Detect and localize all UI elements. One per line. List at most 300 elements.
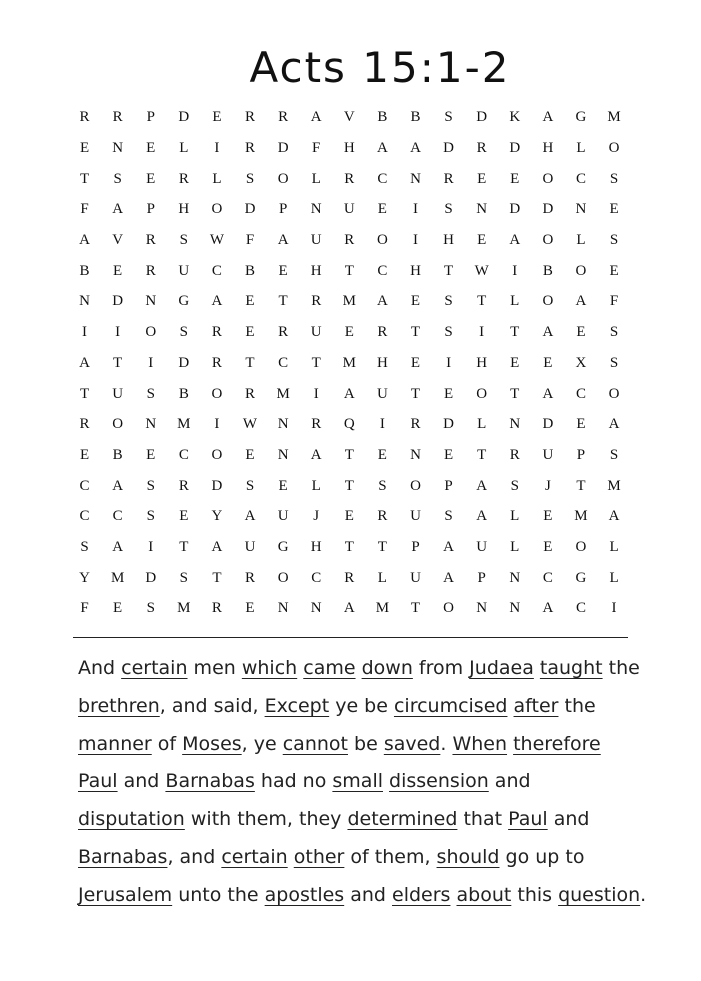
grid-letter[interactable]: M bbox=[276, 385, 290, 402]
grid-letter[interactable]: T bbox=[477, 293, 487, 310]
grid-letter[interactable]: V bbox=[343, 109, 355, 126]
grid-letter[interactable]: E bbox=[443, 385, 454, 402]
grid-letter[interactable]: N bbox=[509, 416, 521, 433]
grid-letter[interactable]: E bbox=[278, 262, 288, 279]
grid-letter[interactable]: A bbox=[211, 538, 223, 555]
grid-letter[interactable]: A bbox=[410, 140, 421, 157]
grid-letter[interactable]: C bbox=[79, 477, 90, 494]
grid-letter[interactable]: E bbox=[576, 416, 586, 433]
grid-letter[interactable]: T bbox=[443, 262, 454, 279]
grid-letter[interactable]: R bbox=[245, 569, 256, 586]
grid-letter[interactable]: O bbox=[575, 262, 587, 279]
grid-letter[interactable]: R bbox=[245, 385, 256, 402]
grid-letter[interactable]: A bbox=[376, 293, 388, 310]
grid-letter[interactable]: N bbox=[575, 201, 587, 218]
grid-letter[interactable]: E bbox=[146, 140, 156, 157]
grid-letter[interactable]: R bbox=[145, 262, 156, 279]
grid-letter[interactable]: E bbox=[113, 600, 123, 617]
grid-letter[interactable]: F bbox=[609, 293, 619, 310]
grid-letter[interactable]: S bbox=[179, 232, 188, 249]
grid-letter[interactable]: T bbox=[344, 446, 354, 463]
grid-letter[interactable]: N bbox=[410, 170, 421, 187]
grid-letter[interactable]: T bbox=[344, 477, 354, 494]
grid-letter[interactable]: I bbox=[214, 140, 220, 157]
grid-letter[interactable]: D bbox=[211, 477, 223, 494]
grid-letter[interactable]: R bbox=[344, 569, 355, 586]
grid-letter[interactable]: E bbox=[146, 170, 156, 187]
grid-letter[interactable]: L bbox=[576, 140, 586, 157]
grid-letter[interactable]: D bbox=[178, 354, 190, 371]
grid-letter[interactable]: T bbox=[477, 446, 487, 463]
grid-letter[interactable]: S bbox=[146, 508, 155, 525]
passage-text: of bbox=[151, 732, 183, 755]
grid-letter[interactable]: S bbox=[444, 508, 453, 525]
grid-letter[interactable]: W bbox=[242, 416, 258, 433]
grid-letter[interactable]: A bbox=[542, 385, 554, 402]
grid-letter[interactable]: A bbox=[112, 477, 124, 494]
grid-letter[interactable]: A bbox=[79, 232, 90, 249]
grid-letter[interactable]: O bbox=[211, 201, 223, 218]
grid-letter[interactable]: O bbox=[542, 293, 554, 310]
grid-letter[interactable]: I bbox=[479, 324, 485, 341]
grid-letter[interactable]: S bbox=[245, 477, 255, 494]
grid-letter[interactable]: C bbox=[79, 508, 90, 525]
hidden-word: Judaea bbox=[469, 657, 534, 679]
grid-letter[interactable]: A bbox=[476, 477, 488, 494]
grid-letter[interactable]: H bbox=[310, 538, 322, 555]
grid-letter[interactable]: I bbox=[611, 600, 617, 617]
grid-letter[interactable]: A bbox=[211, 293, 223, 310]
grid-letter[interactable]: D bbox=[145, 569, 157, 586]
grid-letter[interactable]: I bbox=[214, 416, 220, 433]
grid-letter[interactable]: P bbox=[146, 109, 155, 126]
grid-letter[interactable]: E bbox=[245, 446, 255, 463]
grid-letter[interactable]: J bbox=[313, 508, 320, 525]
grid-letter[interactable]: C bbox=[112, 508, 123, 525]
grid-letter[interactable]: H bbox=[443, 232, 454, 249]
grid-letter[interactable]: B bbox=[112, 446, 123, 463]
grid-letter[interactable]: S bbox=[444, 293, 453, 310]
grid-letter[interactable]: L bbox=[609, 569, 619, 586]
grid-letter[interactable]: S bbox=[80, 538, 89, 555]
grid-letter[interactable]: H bbox=[310, 262, 322, 279]
hidden-word: determined bbox=[347, 808, 458, 831]
grid-letter[interactable]: S bbox=[179, 324, 188, 341]
grid-letter[interactable]: D bbox=[178, 109, 190, 126]
grid-letter[interactable]: L bbox=[510, 538, 520, 555]
grid-letter[interactable]: M bbox=[375, 600, 390, 617]
grid-letter[interactable]: K bbox=[509, 109, 521, 126]
grid-letter[interactable]: G bbox=[575, 109, 587, 126]
grid-letter[interactable]: P bbox=[146, 201, 155, 218]
grid-letter[interactable]: E bbox=[543, 354, 553, 371]
grid-letter[interactable]: M bbox=[177, 416, 191, 433]
grid-letter[interactable]: T bbox=[179, 538, 189, 555]
grid-letter[interactable]: E bbox=[245, 600, 255, 617]
grid-letter[interactable]: U bbox=[542, 446, 554, 463]
grid-letter[interactable]: L bbox=[212, 170, 222, 187]
grid-letter[interactable]: M bbox=[607, 109, 621, 126]
grid-letter[interactable]: R bbox=[211, 324, 222, 341]
grid-letter[interactable]: I bbox=[115, 324, 121, 341]
grid-letter[interactable]: E bbox=[443, 446, 454, 463]
grid-letter[interactable]: E bbox=[344, 508, 354, 525]
grid-letter[interactable]: E bbox=[510, 170, 520, 187]
grid-letter[interactable]: E bbox=[477, 170, 487, 187]
grid-letter[interactable]: A bbox=[343, 600, 355, 617]
grid-letter[interactable]: T bbox=[245, 354, 255, 371]
grid-letter[interactable]: I bbox=[446, 354, 452, 371]
grid-letter[interactable]: C bbox=[178, 446, 189, 463]
grid-letter[interactable]: T bbox=[576, 477, 586, 494]
grid-letter[interactable]: R bbox=[211, 354, 222, 371]
grid-letter[interactable]: E bbox=[377, 201, 387, 218]
grid-letter[interactable]: D bbox=[244, 201, 256, 218]
grid-letter[interactable]: C bbox=[278, 354, 289, 371]
grid-letter[interactable]: N bbox=[509, 569, 521, 586]
grid-letter[interactable]: T bbox=[113, 354, 123, 371]
grid-letter[interactable]: S bbox=[146, 600, 155, 617]
hidden-word: cannot bbox=[282, 732, 348, 755]
grid-letter[interactable]: I bbox=[148, 354, 154, 371]
grid-letter[interactable]: D bbox=[509, 201, 521, 218]
grid-letter[interactable]: A bbox=[443, 538, 454, 555]
grid-letter[interactable]: A bbox=[443, 569, 454, 586]
grid-letter[interactable]: L bbox=[510, 508, 520, 525]
grid-letter[interactable]: P bbox=[411, 538, 420, 555]
grid-letter[interactable]: B bbox=[542, 262, 553, 279]
grid-letter[interactable]: G bbox=[277, 538, 289, 555]
grid-letter[interactable]: I bbox=[412, 201, 418, 218]
grid-letter[interactable]: E bbox=[576, 324, 586, 341]
grid-letter[interactable]: S bbox=[609, 324, 619, 341]
grid-letter[interactable]: I bbox=[148, 538, 154, 555]
grid-letter[interactable]: R bbox=[476, 140, 487, 157]
grid-letter[interactable]: R bbox=[344, 170, 355, 187]
grid-letter[interactable]: U bbox=[410, 569, 421, 586]
grid-letter[interactable]: T bbox=[311, 354, 321, 371]
grid-letter[interactable]: H bbox=[343, 140, 355, 157]
grid-letter[interactable]: L bbox=[576, 232, 586, 249]
grid-letter[interactable]: P bbox=[477, 569, 486, 586]
grid-letter[interactable]: N bbox=[476, 201, 488, 218]
grid-letter[interactable]: O bbox=[211, 385, 223, 402]
grid-letter[interactable]: E bbox=[278, 477, 288, 494]
grid-letter[interactable]: A bbox=[608, 416, 620, 433]
grid-letter[interactable]: C bbox=[311, 569, 322, 586]
grid-letter[interactable]: O bbox=[112, 416, 124, 433]
grid-letter[interactable]: S bbox=[609, 446, 619, 463]
grid-letter[interactable]: E bbox=[543, 508, 553, 525]
grid-row bbox=[68, 501, 632, 532]
grid-letter[interactable]: O bbox=[476, 385, 488, 402]
grid-letter[interactable]: F bbox=[80, 600, 89, 617]
grid-letter[interactable]: E bbox=[113, 262, 123, 279]
grid-letter[interactable]: O bbox=[443, 600, 454, 617]
grid-letter[interactable]: N bbox=[310, 201, 322, 218]
grid-letter[interactable]: D bbox=[476, 109, 488, 126]
grid-letter[interactable]: E bbox=[79, 446, 90, 463]
grid-letter[interactable]: O bbox=[542, 170, 554, 187]
grid-letter[interactable]: R bbox=[112, 109, 123, 126]
grid-letter[interactable]: L bbox=[311, 170, 321, 187]
grid-letter[interactable]: Q bbox=[343, 416, 355, 433]
grid-letter[interactable]: R bbox=[79, 416, 90, 433]
grid-letter[interactable]: O bbox=[277, 170, 289, 187]
grid-letter[interactable]: B bbox=[245, 262, 256, 279]
grid-letter[interactable]: H bbox=[410, 262, 421, 279]
grid-letter[interactable]: M bbox=[607, 477, 621, 494]
grid-letter[interactable]: R bbox=[377, 324, 388, 341]
grid-letter[interactable]: E bbox=[377, 446, 387, 463]
grid-letter[interactable]: L bbox=[179, 140, 189, 157]
passage-text: this bbox=[511, 883, 559, 906]
grid-letter[interactable]: X bbox=[575, 354, 587, 371]
grid-letter[interactable]: B bbox=[79, 262, 90, 279]
grid-letter[interactable]: D bbox=[542, 416, 554, 433]
grid-letter[interactable]: U bbox=[376, 385, 388, 402]
grid-letter[interactable]: A bbox=[112, 538, 124, 555]
grid-letter[interactable]: M bbox=[177, 600, 191, 617]
grid-letter[interactable]: E bbox=[245, 293, 255, 310]
grid-letter[interactable]: A bbox=[376, 140, 388, 157]
grid-letter[interactable]: E bbox=[245, 324, 255, 341]
grid-letter[interactable]: W bbox=[209, 232, 224, 249]
grid-letter[interactable]: A bbox=[575, 293, 587, 310]
grid-letter[interactable]: A bbox=[79, 354, 90, 371]
grid-letter[interactable]: T bbox=[79, 385, 90, 402]
grid-letter[interactable]: T bbox=[410, 600, 421, 617]
grid-letter[interactable]: T bbox=[410, 385, 421, 402]
grid-letter[interactable]: B bbox=[410, 109, 421, 126]
grid-letter[interactable]: T bbox=[79, 170, 90, 187]
grid-letter[interactable]: U bbox=[343, 201, 355, 218]
grid-letter[interactable]: T bbox=[377, 538, 387, 555]
grid-letter[interactable]: A bbox=[542, 109, 554, 126]
grid-letter[interactable]: E bbox=[410, 354, 421, 371]
grid-letter[interactable]: B bbox=[178, 385, 189, 402]
grid-letter[interactable]: C bbox=[575, 600, 586, 617]
grid-letter[interactable]: S bbox=[146, 477, 155, 494]
grid-letter[interactable]: B bbox=[377, 109, 388, 126]
grid-letter[interactable]: M bbox=[342, 293, 356, 310]
grid-letter[interactable]: H bbox=[376, 354, 388, 371]
grid-letter[interactable]: H bbox=[178, 201, 190, 218]
grid-letter[interactable]: D bbox=[509, 140, 521, 157]
grid-letter[interactable]: O bbox=[542, 232, 554, 249]
grid-letter[interactable]: R bbox=[311, 416, 322, 433]
passage-line bbox=[78, 726, 638, 764]
grid-letter[interactable]: I bbox=[512, 262, 518, 279]
grid-letter[interactable]: L bbox=[377, 569, 387, 586]
grid-letter[interactable]: N bbox=[509, 600, 521, 617]
grid-letter[interactable]: O bbox=[145, 324, 157, 341]
grid-letter[interactable]: A bbox=[509, 232, 521, 249]
grid-letter[interactable]: N bbox=[476, 600, 488, 617]
grid-letter[interactable]: S bbox=[609, 170, 619, 187]
grid-letter[interactable]: N bbox=[277, 446, 289, 463]
grid-letter[interactable]: G bbox=[178, 293, 190, 310]
grid-letter[interactable]: S bbox=[378, 477, 387, 494]
grid-letter[interactable]: R bbox=[278, 324, 289, 341]
grid-letter[interactable]: R bbox=[178, 170, 189, 187]
grid-letter[interactable]: O bbox=[575, 538, 587, 555]
grid-letter[interactable]: F bbox=[312, 140, 321, 157]
grid-letter[interactable]: R bbox=[278, 109, 289, 126]
grid-letter[interactable]: S bbox=[146, 385, 155, 402]
grid-letter[interactable]: A bbox=[542, 600, 554, 617]
grid-letter[interactable]: C bbox=[377, 170, 388, 187]
grid-letter[interactable]: R bbox=[211, 600, 222, 617]
grid-letter[interactable]: M bbox=[110, 569, 125, 586]
grid-letter[interactable]: E bbox=[344, 324, 354, 341]
grid-letter[interactable]: U bbox=[310, 232, 322, 249]
grid-letter[interactable]: D bbox=[542, 201, 554, 218]
grid-letter[interactable]: R bbox=[79, 109, 90, 126]
grid-letter[interactable]: P bbox=[444, 477, 453, 494]
grid-letter[interactable]: M bbox=[342, 354, 356, 371]
grid-letter[interactable]: R bbox=[178, 477, 189, 494]
grid-letter[interactable]: T bbox=[344, 262, 354, 279]
grid-letter[interactable]: D bbox=[443, 140, 454, 157]
grid-letter[interactable]: A bbox=[476, 508, 488, 525]
grid-letter[interactable]: A bbox=[542, 324, 554, 341]
grid-letter[interactable]: J bbox=[544, 477, 551, 494]
grid-letter[interactable]: E bbox=[510, 354, 520, 371]
grid-letter[interactable]: O bbox=[608, 385, 620, 402]
grid-letter[interactable]: T bbox=[278, 293, 288, 310]
grid-letter[interactable]: N bbox=[410, 446, 421, 463]
grid-letter[interactable]: L bbox=[609, 538, 619, 555]
grid-letter[interactable]: A bbox=[310, 446, 322, 463]
grid-letter[interactable]: C bbox=[575, 170, 586, 187]
grid-letter[interactable]: N bbox=[145, 293, 157, 310]
grid-letter[interactable]: A bbox=[343, 385, 355, 402]
grid-letter[interactable]: E bbox=[179, 508, 189, 525]
grid-letter[interactable]: L bbox=[510, 293, 520, 310]
grid-letter[interactable]: D bbox=[112, 293, 124, 310]
grid-letter[interactable]: H bbox=[542, 140, 554, 157]
grid-letter[interactable]: E bbox=[410, 293, 421, 310]
grid-letter[interactable]: R bbox=[245, 140, 256, 157]
grid-letter[interactable]: I bbox=[313, 385, 319, 402]
grid-letter[interactable]: E bbox=[146, 446, 156, 463]
grid-letter[interactable]: U bbox=[178, 262, 190, 279]
grid-letter[interactable]: A bbox=[112, 201, 124, 218]
grid-letter[interactable]: I bbox=[82, 324, 88, 341]
grid-letter[interactable]: R bbox=[377, 508, 388, 525]
grid-letter[interactable]: T bbox=[344, 538, 354, 555]
grid-letter[interactable]: Y bbox=[79, 569, 90, 586]
grid-letter[interactable]: L bbox=[477, 416, 487, 433]
grid-letter[interactable]: A bbox=[310, 109, 322, 126]
grid-letter[interactable]: U bbox=[112, 385, 124, 402]
grid-letter[interactable]: C bbox=[575, 385, 586, 402]
grid-letter[interactable]: M bbox=[574, 508, 588, 525]
grid-letter[interactable]: S bbox=[179, 569, 188, 586]
grid-letter[interactable]: O bbox=[410, 477, 421, 494]
grid-letter[interactable]: R bbox=[145, 232, 156, 249]
grid-letter[interactable]: I bbox=[379, 416, 385, 433]
grid-letter[interactable]: H bbox=[476, 354, 488, 371]
grid-letter[interactable]: A bbox=[244, 508, 256, 525]
grid-letter[interactable]: W bbox=[474, 262, 489, 279]
grid-letter[interactable]: S bbox=[510, 477, 519, 494]
grid-letter[interactable]: A bbox=[277, 232, 289, 249]
grid-letter[interactable]: R bbox=[443, 170, 454, 187]
grid-letter[interactable]: N bbox=[277, 600, 289, 617]
grid-letter[interactable]: S bbox=[444, 324, 453, 341]
grid-letter[interactable]: F bbox=[245, 232, 255, 249]
grid-letter[interactable]: E bbox=[609, 201, 619, 218]
grid-letter[interactable]: D bbox=[277, 140, 289, 157]
grid-letter[interactable]: T bbox=[410, 324, 421, 341]
grid-letter[interactable]: E bbox=[212, 109, 222, 126]
grid-letter[interactable]: C bbox=[542, 569, 553, 586]
grid-letter[interactable]: I bbox=[412, 232, 418, 249]
grid-letter[interactable]: E bbox=[543, 538, 553, 555]
grid-letter[interactable]: S bbox=[113, 170, 122, 187]
grid-letter[interactable]: Y bbox=[211, 508, 223, 525]
grid-letter[interactable]: U bbox=[410, 508, 421, 525]
passage-text: , and said, bbox=[159, 694, 265, 717]
grid-letter[interactable]: S bbox=[245, 170, 255, 187]
grid-letter[interactable]: A bbox=[608, 508, 620, 525]
grid-letter[interactable]: R bbox=[245, 109, 256, 126]
grid-letter[interactable]: U bbox=[244, 538, 256, 555]
grid-letter[interactable]: O bbox=[211, 446, 223, 463]
grid-letter[interactable]: N bbox=[145, 416, 157, 433]
grid-letter[interactable]: N bbox=[310, 600, 322, 617]
grid-letter[interactable]: S bbox=[444, 201, 453, 218]
grid-letter[interactable]: G bbox=[575, 569, 587, 586]
grid-letter[interactable]: S bbox=[444, 109, 453, 126]
grid-letter[interactable]: O bbox=[376, 232, 388, 249]
grid-letter[interactable]: V bbox=[112, 232, 124, 249]
grid-letter[interactable]: T bbox=[510, 324, 520, 341]
grid-letter[interactable]: F bbox=[80, 201, 89, 218]
grid-letter[interactable]: S bbox=[609, 354, 619, 371]
grid-row bbox=[68, 317, 632, 348]
grid-letter[interactable]: E bbox=[609, 262, 619, 279]
grid-letter[interactable]: O bbox=[608, 140, 620, 157]
grid-letter[interactable]: R bbox=[410, 416, 421, 433]
grid-letter[interactable]: E bbox=[477, 232, 487, 249]
grid-letter[interactable]: U bbox=[277, 508, 289, 525]
grid-letter[interactable]: R bbox=[344, 232, 355, 249]
grid-letter[interactable]: L bbox=[311, 477, 321, 494]
grid-letter[interactable]: U bbox=[476, 538, 488, 555]
grid-letter[interactable]: S bbox=[609, 232, 619, 249]
grid-letter[interactable]: P bbox=[576, 446, 586, 463]
grid-letter[interactable]: N bbox=[112, 140, 124, 157]
grid-letter[interactable]: D bbox=[443, 416, 454, 433]
passage-text: , and bbox=[167, 845, 222, 868]
grid-letter[interactable]: T bbox=[212, 569, 222, 586]
grid-letter[interactable]: C bbox=[377, 262, 388, 279]
grid-letter[interactable]: E bbox=[79, 140, 90, 157]
grid-letter[interactable]: R bbox=[509, 446, 520, 463]
grid-letter[interactable]: N bbox=[79, 293, 90, 310]
grid-letter[interactable]: C bbox=[211, 262, 222, 279]
hidden-word: disputation bbox=[78, 808, 185, 831]
grid-letter[interactable]: P bbox=[278, 201, 288, 218]
grid-letter[interactable]: R bbox=[311, 293, 322, 310]
grid-letter[interactable]: U bbox=[310, 324, 322, 341]
grid-letter[interactable]: O bbox=[277, 569, 289, 586]
grid-letter[interactable]: T bbox=[510, 385, 520, 402]
grid-letter[interactable]: N bbox=[277, 416, 289, 433]
